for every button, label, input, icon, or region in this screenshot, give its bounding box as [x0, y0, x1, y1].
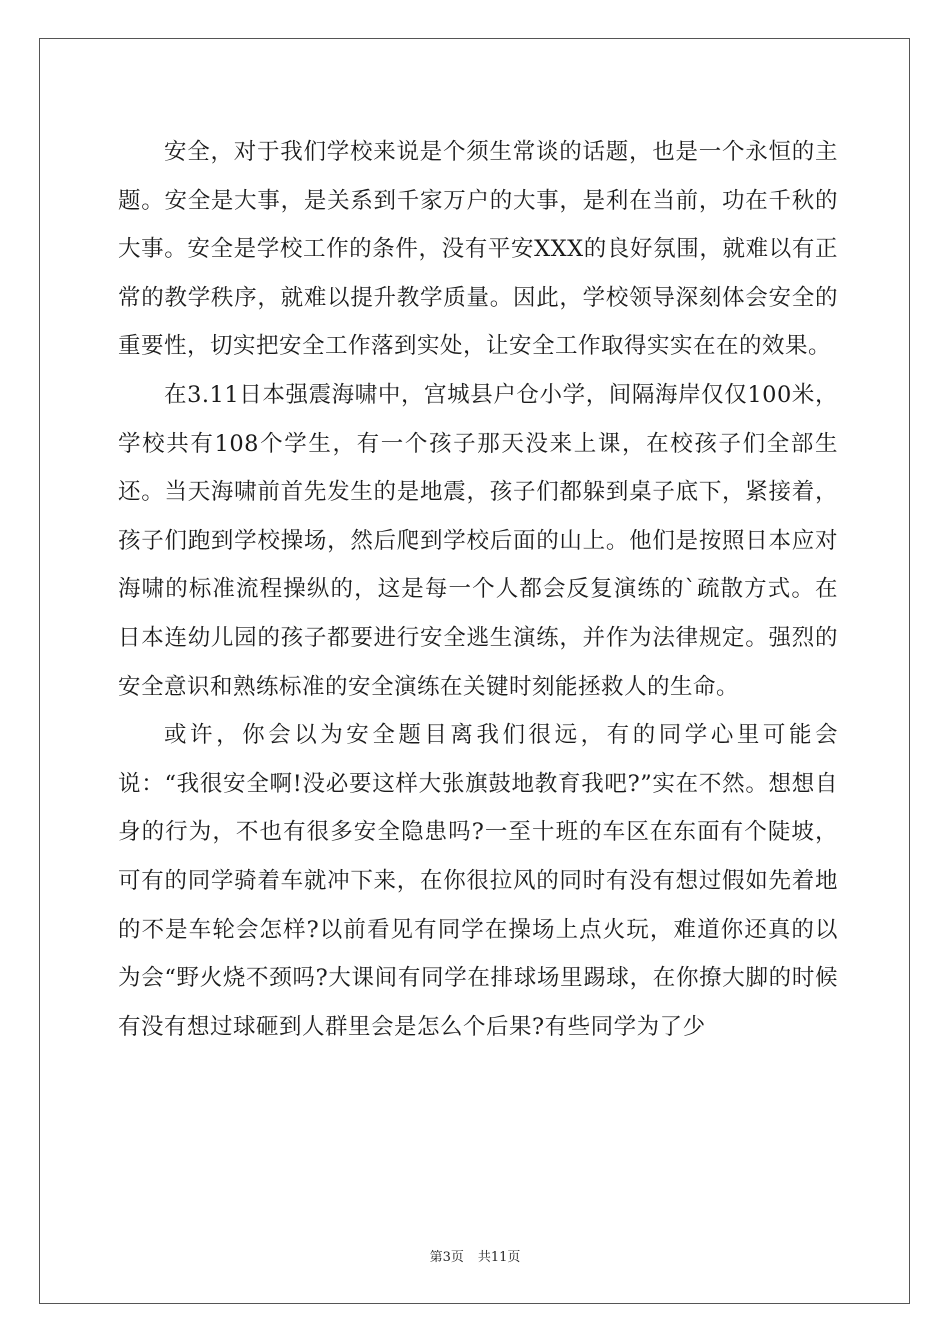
paragraph-2: 在3.11日本强震海啸中，宫城县户仓小学，间隔海岸仅仅100米，学校共有108个学生，有一个孩子那天没来上课，在校孩子们全部生还。当天海啸前首先发生的是地震，孩子们都躲到桌子底下，紧接着，孩子们跑到学校操场，然后爬到学校后面的山上。他们是按照日本应对海啸的标准流程操纵的，这是每一个人都会反复演练的`疏散方式。在日本连幼儿园的孩子都要进行安全逃生演练，并作为法律规定。强烈的安全意识和熟练标准的安全演练在关键时刻能拯救人的生命。 [118, 381, 838, 700]
paragraph-1: 安全，对于我们学校来说是个须生常谈的话题，也是一个永恒的主题。安全是大事，是关系到千家万户的大事，是利在当前，功在千秋的大事。安全是学校工作的条件，没有平安XXX的良好氛围，就难以有正常的教学秩序，就难以提升教学质量。因此，学校领导深刻体会安全的重要性，切实把安全工作落到实处，让安全工作取得实实在在的效果。 [118, 139, 838, 360]
page-total: 共11页 [477, 1250, 521, 1265]
page-number: 第3页 [429, 1250, 464, 1265]
document-body [118, 128, 838, 1051]
page-footer [0, 1246, 950, 1265]
paragraph-3: 或许，你会以为安全题目离我们很远，有的同学心里可能会说：“我很安全啊!没必要这样大张旗鼓地教育我吧?”实在不然。想想自身的行为，不也有很多安全隐患吗?一至十班的车区在东面有个陡坡，可有的同学骑着车就冲下来，在你很拉风的同时有没有想过假如先着地的不是车轮会怎样?以前看见有同学在操场上点火玩，难道你还真的以为会“野火烧不颈吗?大课间有同学在排球场里踢球，在你撩大脚的时候有没有想过球砸到人群里会是怎么个后果?有些同学为了少 [118, 722, 838, 1040]
